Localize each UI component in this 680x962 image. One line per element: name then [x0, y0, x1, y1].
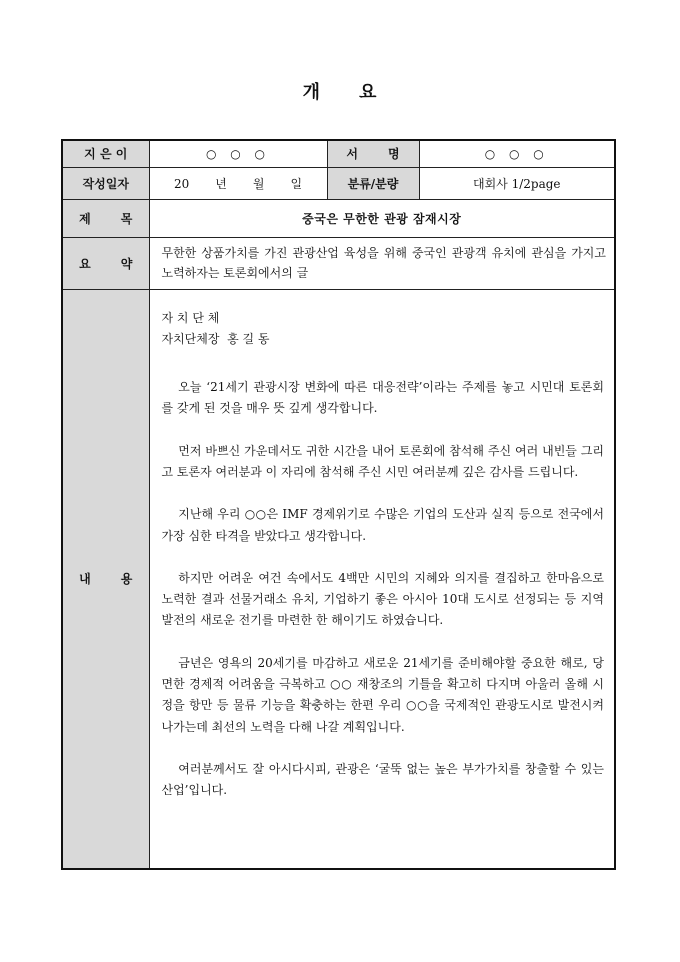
document-title-part2: 요 [359, 82, 378, 103]
content-paragraph: 오늘 ‘21세기 관광시장 변화에 따른 대응전략’이라는 주제를 놓고 시민대 토론회를 갖게 된 것을 매우 뜻 깊게 생각합니다. [161, 380, 604, 416]
document-title-part1: 개 [302, 82, 321, 103]
row-summary [62, 237, 615, 289]
subject-label: 제 목 [62, 199, 149, 237]
content-paragraph: 여러분께서도 잘 아시다시피, 관광은 ‘굴뚝 없는 높은 부가가치를 창출할 수 있는 산업’입니다. [161, 761, 604, 798]
content-body [149, 289, 615, 869]
content-org-line: 자 치 단 체 [161, 310, 220, 325]
author-value: ○ ○ ○ [149, 140, 327, 167]
book-title-value: ○ ○ ○ [419, 140, 615, 167]
category-label: 분류/분량 [327, 167, 419, 199]
document-title [0, 78, 680, 104]
content-speaker-line: 자치단체장 홍 길 동 [161, 331, 270, 346]
date-label: 작성일자 [62, 167, 149, 199]
row-content [62, 289, 615, 869]
content-paragraph: 하지만 어려운 여건 속에서도 4백만 시민의 지혜와 의지를 결집하고 한마음으로 노력한 결과 선물거래소 유치, 기업하기 좋은 아시아 10대 도시로 선정되는 등 지역 발전의 새로운 전기를 마련한 한 해이기도 하였습니다. [161, 570, 604, 628]
content-paragraph: 지난해 우리 ○○은 IMF 경제위기로 수많은 기업의 도산과 실직 등으로 전국에서 가장 심한 타격을 받았다고 생각합니다. [161, 507, 604, 543]
row-date-category [62, 167, 615, 199]
category-value: 대회사 1/2page [419, 167, 615, 199]
date-value: 20 년 월 일 [149, 167, 327, 199]
row-author-book [62, 140, 615, 167]
row-subject [62, 199, 615, 237]
content-label: 내 용 [62, 289, 149, 869]
book-title-label: 서 명 [327, 140, 419, 167]
content-paragraph: 먼저 바쁘신 가운데서도 귀한 시간을 내어 토론회에 참석해 주신 여러 내빈들 그리고 토론자 여러분과 이 자리에 참석해 주신 시민 여러분께 깊은 감사를 드립니다. [161, 443, 604, 479]
subject-value: 중국은 무한한 관광 잠재시장 [149, 199, 615, 237]
summary-value: 무한한 상품가치를 가진 관광산업 육성을 위해 중국인 관광객 유치에 관심을 가지고 노력하자는 토론회에서의 글 [149, 237, 615, 289]
content-paragraph: 금년은 영욕의 20세기를 마감하고 새로운 21세기를 준비해야할 중요한 해로, 당면한 경제적 어려움을 극복하고 ○○ 재창조의 기틀을 확고히 다지며 아울러 올해 시정을 항만 등 물류 기능을 확충하는 한편 우리 ○○을 국제적인 관광도시로 발전시켜 나가는데 최선의 노력을 다해 나갈 계획입니다. [161, 655, 604, 734]
summary-label: 요 약 [62, 237, 149, 289]
summary-form-table [61, 139, 616, 870]
author-label: 지 은 이 [62, 140, 149, 167]
